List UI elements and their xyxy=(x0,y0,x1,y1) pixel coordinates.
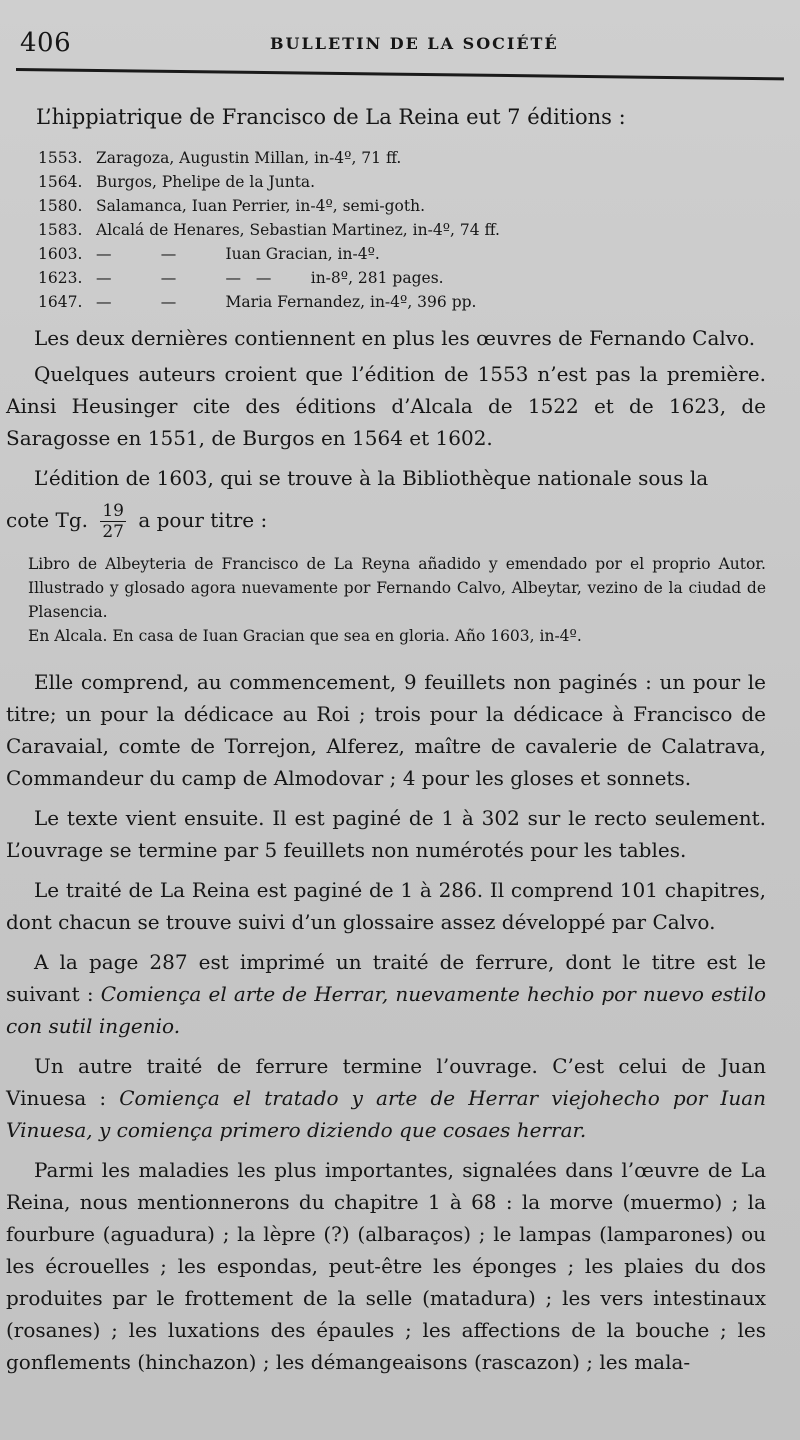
paragraph-pagination: Le texte vient ensuite. Il est paginé de 1 à 302 sur le recto seulement. L’ouvrage se termine par 5 feuillets non numérotés pour les tables. xyxy=(6,806,766,862)
editions-list xyxy=(38,146,766,314)
page-number: 406 xyxy=(20,28,72,58)
paragraph-contents: Elle comprend, au commencement, 9 feuillets non paginés : un pour le titre; un pour la dédicace au Roi ; trois pour la dédicace à Francisco de Caravaial, comte de Torrejon, Alferez, maître de cavalerie de Calatrava, Commandeur du camp de Almodovar ; 4 pour les gloses et sonnets. xyxy=(6,670,766,790)
ferrure-intro: A la page 287 est imprimé un traité de ferrure, dont le titre est le suivant : xyxy=(6,950,766,1006)
edition-row xyxy=(38,266,766,290)
cote-suffix: a pour titre : xyxy=(138,508,268,532)
intro-line: L’hippiatrique de Francisco de La Reina eut 7 éditions : xyxy=(36,105,626,129)
edition-text: Zaragoza, Augustin Millan, in-4º, 71 ff. xyxy=(96,149,402,167)
running-title: BULLETIN DE LA SOCIÉTÉ xyxy=(270,34,559,53)
edition-year: 1647. xyxy=(38,293,83,311)
edition-text: Burgos, Phelipe de la Junta. xyxy=(96,173,316,191)
edition-text: Alcalá de Henares, Sebastian Martinez, in-4º, 74 ff. xyxy=(96,221,500,239)
edition-text: Salamanca, Iuan Perrier, in-4º, semi-goth. xyxy=(96,197,426,215)
edition-year: 1583. xyxy=(38,221,83,239)
edition-row xyxy=(38,170,766,194)
quotation-imprint: En Alcala. En casa de Iuan Gracian que sea en gloria. Año 1603, in-4º. xyxy=(28,627,582,645)
page-header xyxy=(20,28,780,62)
cote-denominator: 27 xyxy=(102,522,124,542)
body-text xyxy=(6,102,766,1386)
edition-year: 1623. xyxy=(38,269,83,287)
edition-text: — — Maria Fernandez, in-4º, 396 pp. xyxy=(96,293,477,311)
paragraph-chapters: Le traité de La Reina est paginé de 1 à 286. Il comprend 101 chapitres, dont chacun se trouve suivi d’un glossaire assez développé par Calvo. xyxy=(6,878,766,934)
cote-numerator: 19 xyxy=(102,501,124,521)
quotation-title: Libro de Albeyteria de Francisco de La Reyna añadido y emendado por el proprio Autor. Illustrado y glosado agora nuevamente por Fernando Calvo, Albeytar, vezino de la ciudad de Plasencia. xyxy=(28,555,766,621)
edition-year: 1580. xyxy=(38,197,83,215)
paragraph-first-edition: Quelques auteurs croient que l’édition de 1553 n’est pas la première. Ainsi Heusinger cite des éditions d’Alcala de 1522 et de 1623, de Saragosse en 1551, de Burgos en 1564 et 1602. xyxy=(6,362,766,450)
header-rule xyxy=(16,68,784,80)
edition-text: — — Iuan Gracian, in-4º. xyxy=(96,245,380,263)
paragraph-last-editions: Les deux dernières contiennent en plus les œuvres de Fernando Calvo. xyxy=(34,326,756,350)
edition-row xyxy=(38,242,766,266)
paragraph-ferrure xyxy=(6,946,766,1042)
vinuesa-title: Comiença el tratado y arte de Herrar viejohecho por Iuan Vinuesa, y comiença primero diziendo que cosaes herrar. xyxy=(6,1086,767,1142)
edition-row xyxy=(38,194,766,218)
edition-text: — — — — in-8º, 281 pages. xyxy=(96,269,444,287)
edition-year: 1603. xyxy=(38,245,83,263)
edition-row xyxy=(38,146,766,170)
vinuesa-intro: Un autre traité de ferrure termine l’ouvrage. C’est celui de Juan Vinuesa : xyxy=(6,1054,766,1110)
paragraph-vinuesa xyxy=(6,1050,766,1146)
ferrure-title: Comiença el arte de Herrar, nuevamente hechio por nuevo estilo con sutil ingenio. xyxy=(6,982,766,1038)
paragraph-maladies: Parmi les maladies les plus importantes, signalées dans l’œuvre de La Reina, nous mentionnerons du chapitre 1 à 68 : la morve (muermo) ; la fourbure (aguadura) ; la lèpre (?) (albaraços) ; le lampas (lamparones) ou les écrouelles ; les espondas, peut-être les éponges ; les plaies du dos produites par le frottement de la selle (matadura) ; les vers intestinaux (rosanes) ; les luxations des épaules ; les affections de la bouche ; les gonflements (hinchazon) ; les démangeaisons (rascazon) ; les mala- xyxy=(6,1158,766,1374)
edition-year: 1564. xyxy=(38,173,83,191)
cote-fraction xyxy=(100,501,126,542)
edition-year: 1553. xyxy=(38,149,83,167)
edition-row xyxy=(38,290,766,314)
edition-row xyxy=(38,218,766,242)
cote-label: cote Tg. xyxy=(6,508,88,532)
cote-line xyxy=(6,498,766,542)
title-quotation xyxy=(28,552,766,648)
paragraph-bn-edition: L’édition de 1603, qui se trouve à la Bibliothèque nationale sous la xyxy=(34,466,709,490)
